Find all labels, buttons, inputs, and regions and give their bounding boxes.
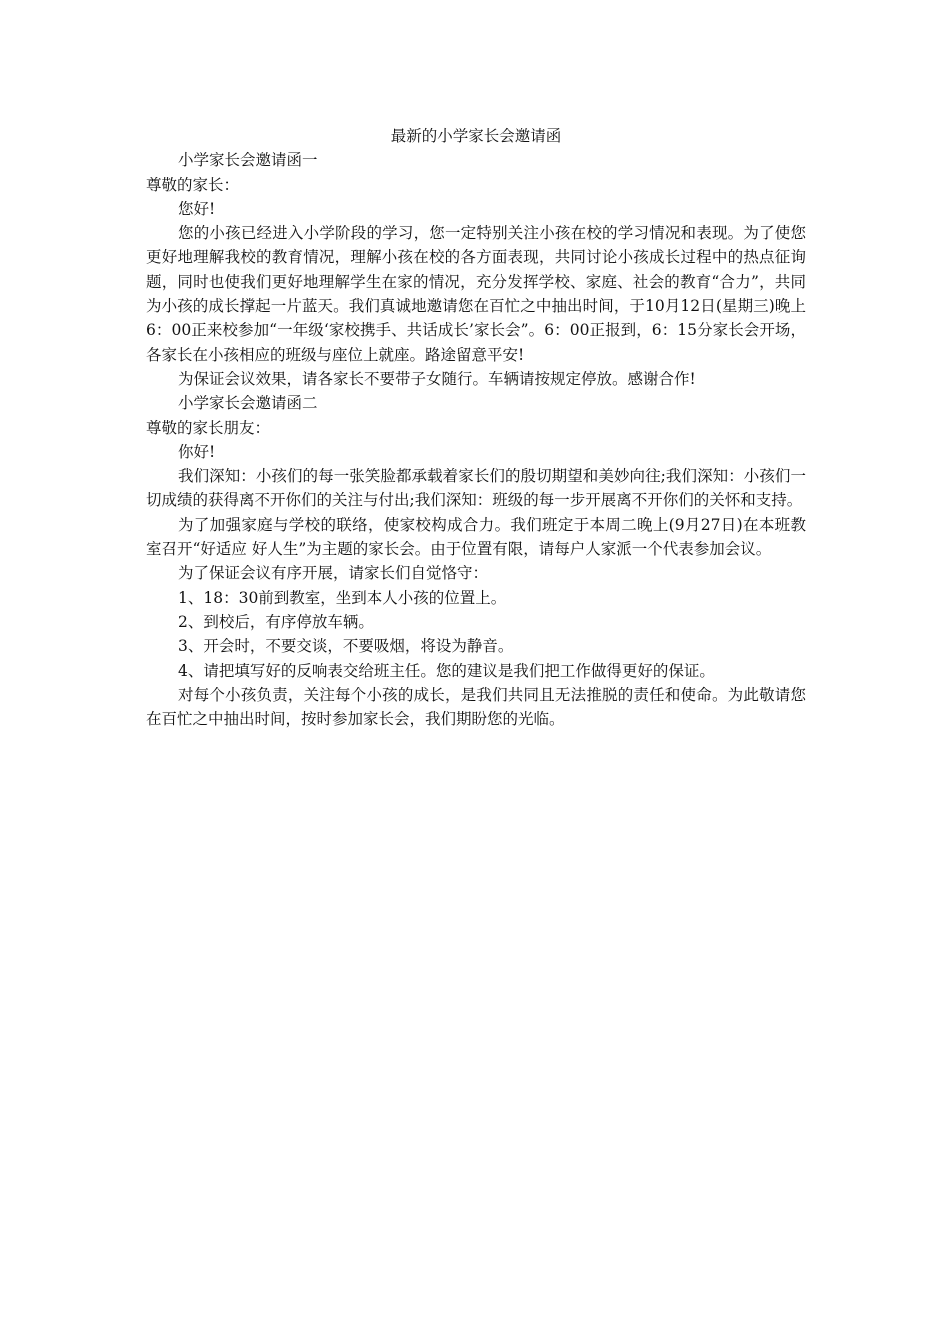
letter2-greeting: 你好! bbox=[178, 442, 216, 461]
document-page bbox=[146, 124, 806, 731]
letter1-paragraph: 您的小孩已经进入小学阶段的学习，您一定特别关注小孩在校的学习情况和表现。为了使您更好地理解我校的教育情况，理解小孩在校的各方面表现，共同讨论小孩成长过程中的热点征询题，同时也使我们更好地理解学生在家的情况，充分发挥学校、家庭、社会的教育“合力”，共同为小孩的成长撑起一片蓝天。我们真诚地邀请您在百忙之中抽出时间，于10月12日(星期三)晚上6：00正来校参加“一年级‘家校携手、共话成长’家长会”。6：00正报到，6：15分家长会开场，各家长在小孩相应的班级与座位上就座。路途留意平安! bbox=[146, 224, 806, 364]
letter1-paragraph: 为保证会议效果，请各家长不要带子女随行。车辆请按规定停放。感谢合作! bbox=[178, 369, 696, 388]
rule-item: 4、请把填写好的反响表交给班主任。您的建议是我们把工作做得更好的保证。 bbox=[178, 661, 715, 680]
letter2-closing: 对每个小孩负责，关注每个小孩的成长，是我们共同且无法推脱的责任和使命。为此敬请您在百忙之中抽出时间，按时参加家长会，我们期盼您的光临。 bbox=[146, 685, 806, 729]
rule-item: 2、到校后，有序停放车辆。 bbox=[178, 612, 374, 631]
letter2-salutation: 尊敬的家长朋友： bbox=[146, 418, 271, 437]
rule-item: 1、18：30前到教室，坐到本人小孩的位置上。 bbox=[178, 588, 507, 607]
letter2-paragraph: 为了加强家庭与学校的联络，使家校构成合力。我们班定于本周二晚上(9月27日)在本班教室召开“好适应 好人生”为主题的家长会。由于位置有限，请每户人家派一个代表参加会议。 bbox=[146, 515, 806, 559]
letter2-paragraph: 为了保证会议有序开展，请家长们自觉恪守： bbox=[178, 564, 489, 583]
letter2-heading: 小学家长会邀请函二 bbox=[178, 394, 318, 413]
letter1-greeting: 您好! bbox=[178, 199, 216, 218]
letter1-heading: 小学家长会邀请函一 bbox=[178, 151, 318, 170]
document-title: 最新的小学家长会邀请函 bbox=[390, 127, 562, 145]
rule-item: 3、开会时，不要交谈，不要吸烟，将设为静音。 bbox=[178, 637, 514, 656]
letter2-paragraph: 我们深知：小孩们的每一张笑脸都承载着家长们的殷切期望和美妙向往;我们深知：小孩们一切成绩的获得离不开你们的关注与付出;我们深知：班级的每一步开展离不开你们的关怀和支持。 bbox=[146, 467, 806, 510]
letter1-salutation: 尊敬的家长： bbox=[146, 175, 240, 194]
